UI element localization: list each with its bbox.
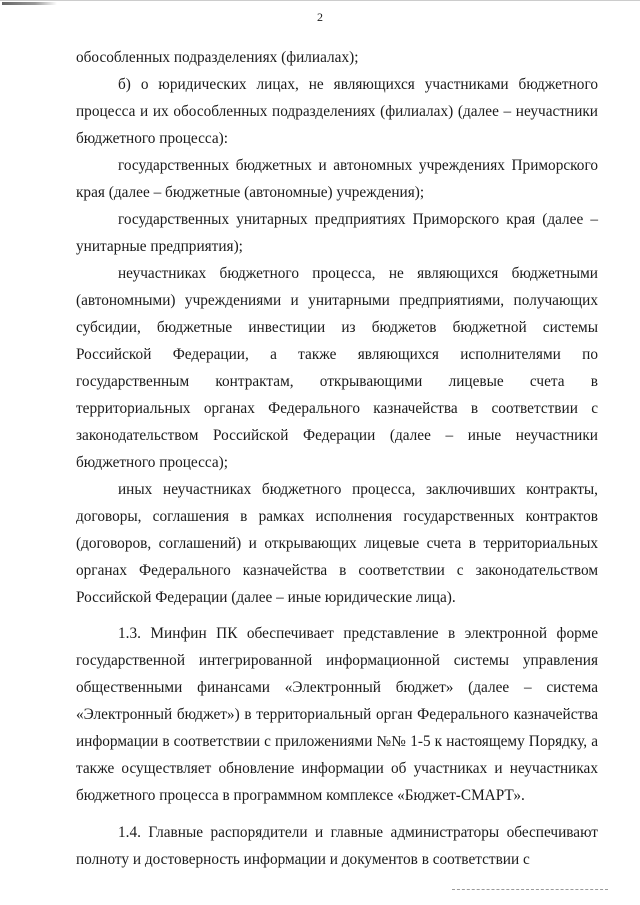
document-body [76, 44, 598, 873]
footer-dashed-line [452, 889, 608, 890]
paragraph-budget-institutions: государственных бюджетных и автономных учреждениях Приморского края (далее – бюджетные (автономные) учреждения); [76, 157, 598, 201]
paragraph-other-nonparticipants: неучастниках бюджетного процесса, не являющихся бюджетными (автономными) учреждениями и унитарными предприятиями, получающих субсидии, бюджетные инвестиции из бюджетов бюджетной системы Российской Федерации, а также являющихся исполнителями по государственным контрактам, открывающими лицевые счета в территориальных органах Федерального казначейства в соответствии с законодательством Российской Федерации (далее – иные неучастники бюджетного процесса); [76, 265, 598, 471]
paragraph-unitary-enterprises: государственных унитарных предприятиях Приморского края (далее – унитарные предприятия); [76, 211, 598, 255]
paragraph-other-legal-entities: иных неучастниках бюджетного процесса, заключивших контракты, договоры, соглашения в рамках исполнения государственных контрактов (договоров, соглашений) и открывающих лицевые счета в территориальных органах Федерального казначейства в соответствии с законодательством Российской Федерации (далее – иные юридические лица). [76, 481, 598, 606]
page-number: 2 [317, 10, 323, 24]
paragraph-item-b: б) о юридических лицах, не являющихся участниками бюджетного процесса и их обособленных подразделениях (филиалах) (далее – неучастники бюджетного процесса): [76, 76, 598, 147]
paragraph-section-1-4: 1.4. Главные распорядители и главные администраторы обеспечивают полноту и достоверность информации и документов в соответствии с [76, 824, 598, 868]
paragraph-section-1-3: 1.3. Минфин ПК обеспечивает представление в электронной форме государственной интегрированной информационной системы управления общественными финансами «Электронный бюджет» (далее – система «Электронный бюджет») в территориальный орган Федерального казначейства информации в соответствии с приложениями №№ 1-5 к настоящему Порядку, а также осуществляет обновление информации об участниках и неучастниках бюджетного процесса в программном комплексе «Бюджет-СМАРТ». [76, 625, 598, 804]
scan-top-edge [0, 0, 640, 1]
scan-smudge-mark [2, 2, 57, 5]
paragraph-continuation: обособленных подразделениях (филиалах); [76, 49, 359, 66]
